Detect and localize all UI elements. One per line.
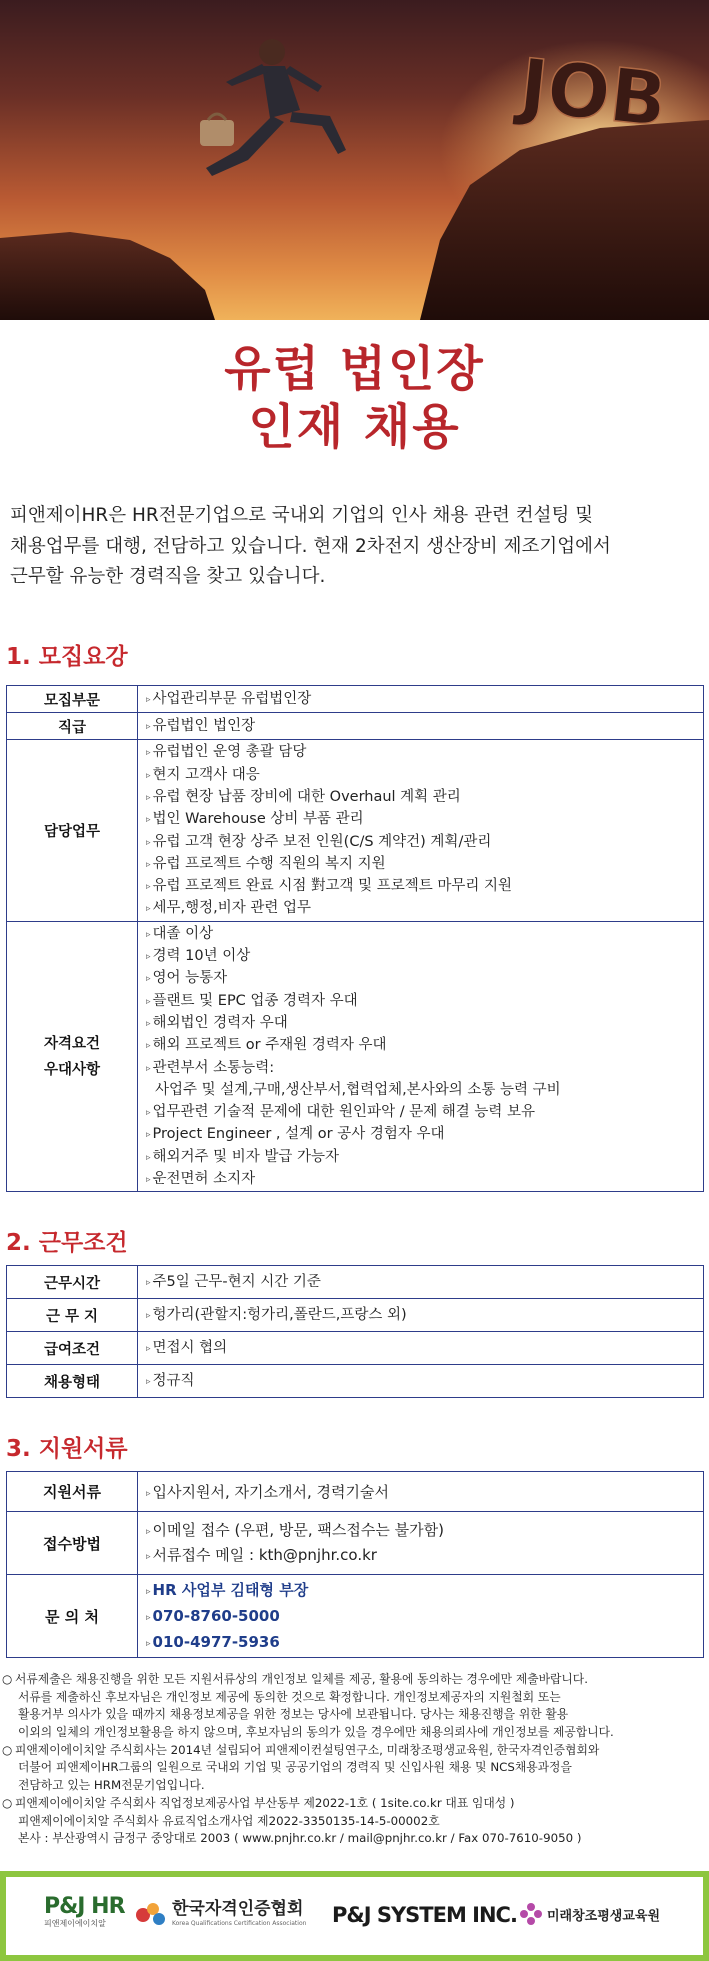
- left-cliff: [0, 232, 215, 320]
- list-item: ▹ 업무관련 기술적 문제에 대한 원인파악 / 문제 해결 능력 보유: [146, 1104, 536, 1121]
- triangle-marker-icon: ▹: [146, 1552, 151, 1562]
- triangle-marker-icon: ▹: [146, 1063, 151, 1074]
- notice-line: 본사 : 부산광역시 금정구 중앙대로 2003 ( www.pnjhr.co.kr / mail@pnjhr.co.kr / Fax 070-7610-9050 ): [18, 1831, 582, 1846]
- row-value: [138, 922, 704, 1192]
- triangle-marker-icon: ▹: [146, 694, 151, 705]
- list-item: ▹ 정규직: [146, 1372, 195, 1389]
- list-item: ▹ 해외거주 및 비자 발급 가능자: [146, 1148, 340, 1165]
- list-item: ▹ 면접시 협의: [146, 1339, 228, 1356]
- list-item: ▹ 경력 10년 이상: [146, 948, 251, 965]
- circle-bullet-icon: ○: [2, 1795, 13, 1810]
- row-value: [138, 686, 704, 713]
- triangle-marker-icon: ▹: [146, 770, 151, 781]
- contact-phone: ▹ 070-8760-5000: [146, 1607, 280, 1625]
- triangle-marker-icon: ▹: [146, 792, 151, 803]
- triangle-marker-icon: ▹: [146, 1613, 151, 1623]
- row-label: 직급: [7, 713, 138, 740]
- list-item: ▹ 유럽법인 운영 총괄 담당: [146, 744, 307, 761]
- row-value: [138, 1332, 704, 1365]
- triangle-marker-icon: ▹: [146, 1343, 151, 1354]
- circle-bullet-icon: ○: [2, 1742, 13, 1757]
- triangle-marker-icon: ▹: [146, 882, 151, 893]
- row-label: 담당업무: [7, 740, 138, 922]
- list-item: ▹ 주5일 근무-현지 시간 기준: [146, 1273, 321, 1290]
- list-item: ▹ 플랜트 및 EPC 업종 경력자 우대: [146, 992, 358, 1009]
- row-label: 급여조건: [7, 1332, 138, 1365]
- row-label: [7, 922, 138, 1192]
- footer-logo-bar: P&J HR 피앤제이에이치알 한국자격인증협회 Korea Qualifications Certification Association P&J SYSTEM INC. 미래창조평생교육원: [0, 1871, 709, 1961]
- job-3d-text: JOB: [515, 42, 671, 144]
- triangle-marker-icon: ▹: [146, 1527, 151, 1537]
- triangle-marker-icon: ▹: [146, 974, 151, 985]
- list-item: ▹ 현지 고객사 대응: [146, 766, 260, 783]
- row-value: [138, 1299, 704, 1332]
- row-label: 근무시간: [7, 1266, 138, 1299]
- triangle-marker-icon: ▹: [146, 929, 151, 940]
- triangle-marker-icon: ▹: [146, 859, 151, 870]
- triangle-marker-icon: ▹: [146, 904, 151, 915]
- table-row: [7, 1299, 704, 1332]
- row-label: 채용형태: [7, 1365, 138, 1398]
- row-value: [138, 1365, 704, 1398]
- triangle-marker-icon: ▹: [146, 952, 151, 963]
- row-value: [138, 1266, 704, 1299]
- notice-line: 서류를 제출하신 후보자님은 개인정보 제공에 동의한 것으로 확정합니다. 개인정보제공자의 지원철회 또는: [18, 1689, 561, 1704]
- table-row: [7, 740, 704, 922]
- row-label: 문 의 처: [7, 1575, 138, 1658]
- title-line-2: 인재 채용: [248, 399, 461, 455]
- row-label: 근 무 지: [7, 1299, 138, 1332]
- notice-line: 더불어 피앤제이HR그룹의 일원으로 국내외 기업 및 공공기업의 경력직 및 신입사원 채용 및 NCS채용과정을: [18, 1760, 572, 1775]
- list-item: ▹ 유럽 프로젝트 수행 직원의 복지 지원: [146, 855, 386, 872]
- list-item: [146, 1543, 703, 1568]
- notice-line: ○ 서류제출은 채용진행을 위한 모든 지원서류상의 개인정보 일체를 제공, 활용에 동의하는 경우에만 제출바랍니다.: [0, 1671, 709, 1689]
- list-item: ▹ 입사지원서, 자기소개서, 경력기술서: [146, 1482, 389, 1501]
- triangle-marker-icon: ▹: [146, 1310, 151, 1321]
- documents-table: [6, 1471, 704, 1658]
- contact-name: ▹ HR 사업부 김태형 부장: [146, 1581, 309, 1599]
- list-item: ▹ 사업관리부문 유럽법인장: [146, 690, 312, 707]
- jumping-businesswoman-icon: [200, 39, 346, 176]
- triangle-marker-icon: ▹: [146, 1174, 151, 1185]
- triangle-marker-icon: ▹: [146, 815, 151, 826]
- table-row: [7, 922, 704, 1192]
- intro-line: 채용업무를 대행, 전담하고 있습니다. 현재 2차전지 생산장비 제조기업에서: [10, 535, 611, 557]
- row-label: 접수방법: [7, 1512, 138, 1575]
- row-label: 모집부문: [7, 686, 138, 713]
- list-item: ▹ 유럽 고객 현장 상주 보전 인원(C/S 계약건) 계획/관리: [146, 833, 492, 850]
- list-item: ▹ 유럽법인 법인장: [146, 717, 256, 734]
- recruitment-table: [6, 685, 704, 1192]
- notice-line: 활용거부 의사가 있을 때까지 채용정보제공을 위한 정보는 당사에 보관됩니다. 당사는 채용진행을 위한 활용: [18, 1707, 569, 1722]
- list-item: ▹ 운전면허 소지자: [146, 1170, 256, 1187]
- section-title-documents: 3. 지원서류: [6, 1436, 128, 1462]
- list-item: ▹ 해외 프로젝트 or 주재원 경력자 우대: [146, 1037, 387, 1054]
- section-title-recruitment: 1. 모집요강: [6, 644, 128, 670]
- title-line-1: 유럽 법인장: [224, 341, 485, 397]
- intro-line: 근무할 유능한 경력직을 찾고 있습니다.: [10, 566, 326, 587]
- row-label: 지원서류: [7, 1472, 138, 1512]
- triangle-marker-icon: ▹: [146, 837, 151, 848]
- circle-bullet-icon: ○: [2, 1672, 13, 1686]
- intro-line: 피앤제이HR은 HR전문기업으로 국내외 기업의 인사 채용 관련 컨설팅 및: [10, 505, 594, 526]
- triangle-marker-icon: ▹: [146, 1108, 151, 1119]
- list-item: ▹ Project Engineer , 설계 or 공사 경험자 우대: [146, 1126, 445, 1143]
- notice-line: 전담하고 있는 HRM전문기업입니다.: [18, 1778, 205, 1793]
- row-label-line: 자격요건: [43, 1035, 101, 1052]
- notice-block: [0, 1671, 709, 1848]
- triangle-marker-icon: ▹: [146, 721, 151, 732]
- triangle-marker-icon: ▹: [146, 1488, 151, 1499]
- pnj-system-logo: P&J SYSTEM INC.: [332, 1903, 517, 1927]
- list-item: ▹ 법인 Warehouse 상비 부품 관리: [146, 811, 364, 828]
- triangle-marker-icon: ▹: [146, 1018, 151, 1029]
- row-value: [138, 1575, 704, 1658]
- table-row: [7, 713, 704, 740]
- list-item: ▹ 이메일 접수 (우편, 방문, 팩스접수는 불가함): [146, 1521, 444, 1539]
- table-row: [7, 1266, 704, 1299]
- row-value: [138, 1512, 704, 1575]
- table-row: [7, 1512, 704, 1575]
- list-item: ▹ 유럽 프로젝트 완료 시점 對고객 및 프로젝트 마무리 지원: [146, 878, 513, 895]
- flower-emblem-icon: [519, 1902, 543, 1926]
- table-row: [7, 1332, 704, 1365]
- triangle-marker-icon: ▹: [146, 1152, 151, 1163]
- triangle-marker-icon: ▹: [146, 996, 151, 1007]
- list-item: ▹ 유럽 현장 납품 장비에 대한 Overhaul 계획 관리: [146, 788, 461, 805]
- triangle-marker-icon: ▹: [146, 1639, 151, 1649]
- triangle-marker-icon: ▹: [146, 1041, 151, 1052]
- section-title-conditions: 2. 근무조건: [6, 1230, 128, 1256]
- intro-paragraph: [10, 501, 702, 593]
- list-item: 사업주 및 설계,구매,생산부서,협력업체,본사와의 소통 능력 구비: [155, 1081, 561, 1098]
- triangle-marker-icon: ▹: [146, 1277, 151, 1288]
- triangle-marker-icon: ▹: [146, 1587, 151, 1597]
- triangle-marker-icon: ▹: [146, 748, 151, 759]
- table-row: [7, 686, 704, 713]
- pnj-hr-logo: P&J HR 피앤제이에이치알: [44, 1894, 125, 1928]
- row-value: [138, 713, 704, 740]
- list-item: ▹ 관련부서 소통능력:: [146, 1059, 275, 1076]
- notice-line: ○ 피앤제이에이치알 주식회사 직업정보제공사업 부산동부 제2022-1호 ( 1site.co.kr 대표 임대성 ): [0, 1795, 709, 1813]
- notice-line: 이외의 일체의 개인정보활용을 하지 않으며, 후보자님의 동의가 있을 경우에만 채용의뢰사에 개인정보를 제공합니다.: [18, 1725, 614, 1740]
- notice-line: ○ 피앤제이에이치알 주식회사는 2014년 설립되어 피앤제이컨설팅연구소, 미래창조평생교육원, 한국자격인증협회와: [0, 1742, 709, 1760]
- table-row: [7, 1472, 704, 1512]
- row-value: [138, 1472, 704, 1512]
- conditions-table: [6, 1265, 704, 1398]
- triangle-marker-icon: ▹: [146, 1376, 151, 1387]
- row-value: [138, 740, 704, 922]
- list-item: ▹ 영어 능통자: [146, 970, 228, 987]
- list-item: ▹ 헝가리(관할지:헝가리,폴란드,프랑스 외): [146, 1306, 407, 1323]
- table-row: [7, 1575, 704, 1658]
- row-label-line: 우대사항: [43, 1061, 101, 1078]
- kqca-emblem-icon: [134, 1899, 168, 1929]
- triangle-marker-icon: ▹: [146, 1130, 151, 1141]
- hero-illustration: [0, 0, 709, 320]
- notice-line: 피앤제이에이치알 주식회사 유료직업소개사업 제2022-3350135-14-5-00002호: [18, 1813, 440, 1828]
- contact-mobile: ▹ 010-4977-5936: [146, 1633, 280, 1651]
- hero-banner: [0, 0, 709, 320]
- email-text: 서류접수 메일 : kth@pnjhr.co.kr: [152, 1546, 377, 1564]
- list-item: ▹ 대졸 이상: [146, 925, 214, 942]
- table-row: [7, 1365, 704, 1398]
- list-item: ▹ 해외법인 경력자 우대: [146, 1014, 288, 1031]
- list-item: ▹ 세무,행정,비자 관련 업무: [146, 900, 312, 917]
